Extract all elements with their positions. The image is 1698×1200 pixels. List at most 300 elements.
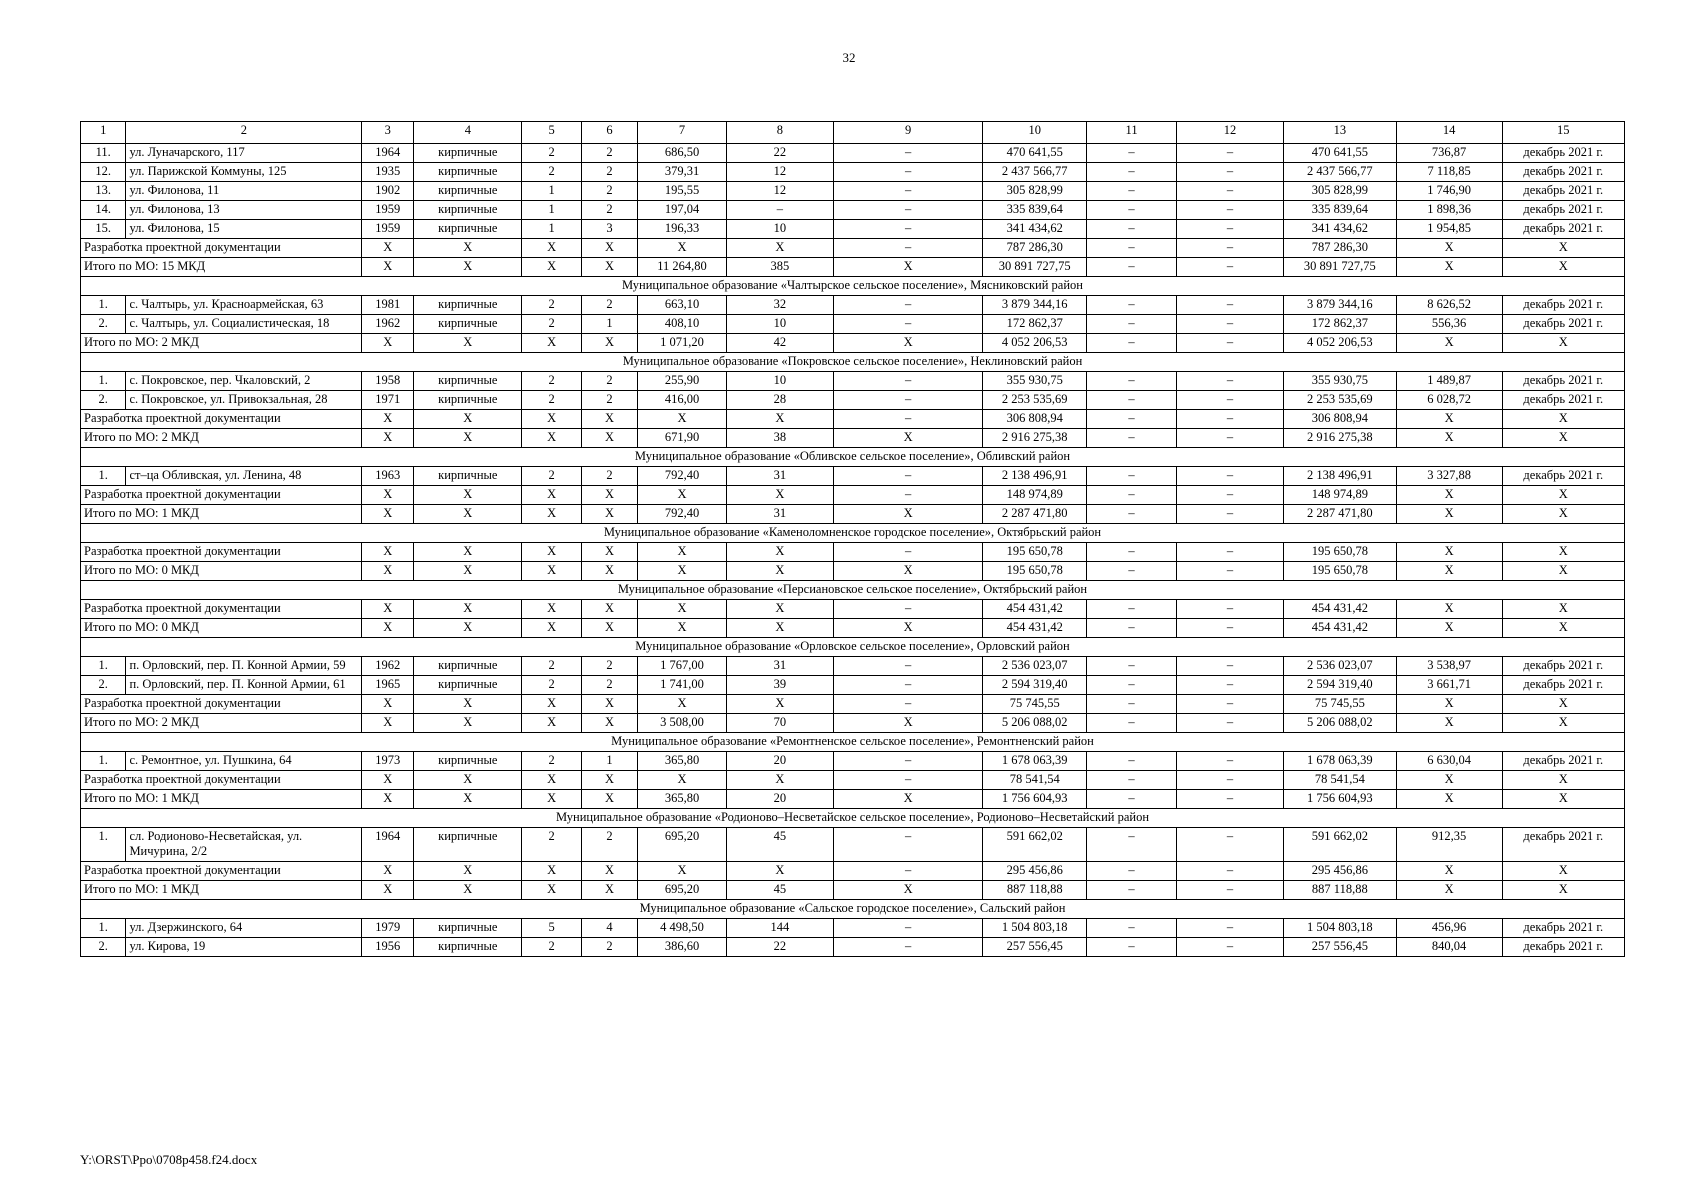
table-cell: 255,90 [638,372,727,391]
table-cell: X [1502,429,1624,448]
row-number-cell: 11. [81,144,126,163]
table-row [81,657,1625,676]
section-heading: Муниципальное образование «Персиановское сельское поселение», Октябрьский район [81,581,1625,600]
table-cell: – [1087,258,1177,277]
table-cell: 305 828,99 [1284,182,1397,201]
table-cell: 4 052 206,53 [1284,334,1397,353]
table-cell: 470 641,55 [1284,144,1397,163]
table-cell: 591 662,02 [983,828,1087,862]
table-cell: 10 [726,220,833,239]
table-cell: X [726,486,833,505]
table-cell: 365,80 [638,752,727,771]
table-cell: X [522,486,582,505]
section-heading-row [81,733,1625,752]
table-cell: – [833,315,982,334]
table-cell: 2 594 319,40 [983,676,1087,695]
table-cell: – [1087,410,1177,429]
section-heading-row [81,581,1625,600]
table-cell: – [1176,600,1283,619]
table-cell: 3 327,88 [1396,467,1502,486]
table-cell: 11 264,80 [638,258,727,277]
table-cell: – [1176,163,1283,182]
table-cell: 2 916 275,38 [983,429,1087,448]
table-cell: X [1502,771,1624,790]
table-cell: декабрь 2021 г. [1502,676,1624,695]
table-cell: X [581,239,637,258]
table-cell: 1 756 604,93 [983,790,1087,809]
table-cell: X [833,619,982,638]
table-cell: кирпичные [414,372,522,391]
table-cell: 887 118,88 [1284,881,1397,900]
table-cell: декабрь 2021 г. [1502,163,1624,182]
table-cell: X [638,410,727,429]
summary-row [81,334,1625,353]
footer-file-path: Y:\ORST\Ppo\0708p458.f24.docx [80,1152,258,1167]
table-cell: X [726,543,833,562]
row-number-cell: 14. [81,201,126,220]
table-cell: X [833,714,982,733]
table-cell: X [522,600,582,619]
section-heading-row [81,638,1625,657]
table-cell: X [1396,600,1502,619]
table-cell: 295 456,86 [983,862,1087,881]
table-cell: X [414,600,522,619]
table-cell: – [1087,600,1177,619]
table-cell: X [414,714,522,733]
table-cell: X [362,562,414,581]
address-cell: ул. Дзержинского, 64 [126,919,362,938]
table-cell: – [726,201,833,220]
address-cell: ул. Филонова, 13 [126,201,362,220]
summary-row [81,862,1625,881]
section-heading-row [81,524,1625,543]
table-cell: X [414,239,522,258]
table-cell: X [638,862,727,881]
table-cell: декабрь 2021 г. [1502,182,1624,201]
table-cell: X [522,695,582,714]
table-cell: – [1087,505,1177,524]
address-cell: п. Орловский, пер. П. Конной Армии, 61 [126,676,362,695]
table-cell: 736,87 [1396,144,1502,163]
table-cell: кирпичные [414,391,522,410]
table-cell: 456,96 [1396,919,1502,938]
table-cell: 195 650,78 [1284,562,1397,581]
table-cell: X [726,771,833,790]
table-cell: 1 898,36 [1396,201,1502,220]
table-cell: X [581,714,637,733]
table-cell: 257 556,45 [1284,938,1397,957]
table-cell: 341 434,62 [983,220,1087,239]
table-cell: – [1176,315,1283,334]
table-cell: 792,40 [638,505,727,524]
address-cell: ул. Кирова, 19 [126,938,362,957]
table-cell: – [1087,144,1177,163]
table-cell: 195 650,78 [983,543,1087,562]
table-row [81,938,1625,957]
table-cell: X [1396,790,1502,809]
section-heading: Муниципальное образование «Чалтырское сельское поселение», Мясниковский район [81,277,1625,296]
table-cell: X [414,862,522,881]
address-cell: п. Орловский, пер. П. Конной Армии, 59 [126,657,362,676]
summary-label: Итого по МО: 2 МКД [81,429,362,448]
table-cell: 1959 [362,220,414,239]
address-cell: с. Ремонтное, ул. Пушкина, 64 [126,752,362,771]
table-cell: – [833,296,982,315]
table-cell: 454 431,42 [983,619,1087,638]
column-number-cell: 8 [726,122,833,144]
table-cell: X [1502,334,1624,353]
table-cell: – [1087,543,1177,562]
table-cell: 6 028,72 [1396,391,1502,410]
table-cell: 1 [522,220,582,239]
table-cell: кирпичные [414,201,522,220]
table-cell: 671,90 [638,429,727,448]
table-cell: X [1396,334,1502,353]
table-cell: X [638,486,727,505]
table-cell: 2 [522,163,582,182]
table-cell: – [833,676,982,695]
address-cell: ул. Филонова, 15 [126,220,362,239]
table-cell: 787 286,30 [1284,239,1397,258]
table-cell: X [1396,543,1502,562]
table-cell: X [1396,619,1502,638]
table-cell: X [362,881,414,900]
table-cell: X [1396,862,1502,881]
table-cell: X [1396,486,1502,505]
table-cell: 416,00 [638,391,727,410]
table-cell: – [1087,862,1177,881]
table-cell: X [581,258,637,277]
section-heading-row [81,809,1625,828]
table-row [81,391,1625,410]
table-cell: декабрь 2021 г. [1502,938,1624,957]
table-cell: 2 [581,372,637,391]
table-cell: X [414,486,522,505]
section-heading: Муниципальное образование «Орловское сельское поселение», Орловский район [81,638,1625,657]
table-cell: – [1087,220,1177,239]
table-row [81,182,1625,201]
column-number-cell: 4 [414,122,522,144]
table-cell: – [1176,258,1283,277]
table-cell: 663,10 [638,296,727,315]
table-cell: X [833,790,982,809]
table-cell: 1 746,90 [1396,182,1502,201]
row-number-cell: 12. [81,163,126,182]
table-row [81,372,1625,391]
table-cell: кирпичные [414,752,522,771]
section-heading: Муниципальное образование «Покровское сельское поселение», Неклиновский район [81,353,1625,372]
table-cell: 787 286,30 [983,239,1087,258]
table-cell: 30 891 727,75 [1284,258,1397,277]
summary-label: Итого по МО: 2 МКД [81,334,362,353]
table-cell: 341 434,62 [1284,220,1397,239]
table-cell: 1 [522,201,582,220]
table-cell: X [522,881,582,900]
table-cell: X [581,881,637,900]
table-cell: – [833,543,982,562]
table-cell: 1964 [362,828,414,862]
table-cell: 1 [581,315,637,334]
table-cell: 5 206 088,02 [983,714,1087,733]
table-row [81,163,1625,182]
table-cell: 2 [522,467,582,486]
table-cell: 305 828,99 [983,182,1087,201]
table-cell: – [1087,771,1177,790]
table-cell: кирпичные [414,163,522,182]
table-cell: X [833,562,982,581]
table-cell: 3 [581,220,637,239]
table-cell: X [362,239,414,258]
summary-label: Разработка проектной документации [81,239,362,258]
table-cell: – [1176,467,1283,486]
summary-label: Итого по МО: 0 МКД [81,619,362,638]
table-cell: – [833,391,982,410]
summary-row [81,505,1625,524]
table-cell: 695,20 [638,828,727,862]
table-row [81,220,1625,239]
table-row [81,828,1625,862]
housing-repair-table [80,121,1625,957]
summary-label: Разработка проектной документации [81,695,362,714]
section-heading: Муниципальное образование «Обливское сельское поселение», Обливский район [81,448,1625,467]
table-cell: 454 431,42 [1284,619,1397,638]
table-cell: 556,36 [1396,315,1502,334]
table-cell: X [522,258,582,277]
table-cell: X [581,619,637,638]
table-cell: – [1087,828,1177,862]
table-cell: X [522,790,582,809]
table-cell: 5 206 088,02 [1284,714,1397,733]
table-cell: 31 [726,505,833,524]
table-cell: X [522,505,582,524]
table-cell: X [726,695,833,714]
table-cell: 2 [581,182,637,201]
table-cell: 1 756 604,93 [1284,790,1397,809]
table-cell: X [1502,410,1624,429]
table-cell: X [1502,714,1624,733]
table-cell: X [362,258,414,277]
address-cell: с. Покровское, ул. Привокзальная, 28 [126,391,362,410]
table-cell: кирпичные [414,315,522,334]
table-row [81,467,1625,486]
table-row [81,296,1625,315]
table-cell: – [1176,391,1283,410]
table-cell: – [1176,239,1283,258]
column-number-cell: 5 [522,122,582,144]
table-cell: – [1087,752,1177,771]
summary-label: Итого по МО: 1 МКД [81,881,362,900]
table-cell: 45 [726,881,833,900]
table-cell: – [1087,790,1177,809]
table-cell: X [833,258,982,277]
table-cell: 1 504 803,18 [1284,919,1397,938]
table-cell: 1973 [362,752,414,771]
table-cell: декабрь 2021 г. [1502,467,1624,486]
table-cell: 3 508,00 [638,714,727,733]
address-cell: с. Покровское, пер. Чкаловский, 2 [126,372,362,391]
address-cell: ул. Луначарского, 117 [126,144,362,163]
table-cell: – [1087,467,1177,486]
summary-row [81,543,1625,562]
address-cell: ст–ца Обливская, ул. Ленина, 48 [126,467,362,486]
table-cell: – [1176,410,1283,429]
table-cell: X [362,429,414,448]
section-heading-row [81,900,1625,919]
table-cell: X [581,771,637,790]
table-cell: – [1087,182,1177,201]
table-row [81,201,1625,220]
table-cell: 1 678 063,39 [983,752,1087,771]
table-cell: – [1087,881,1177,900]
table-cell: 148 974,89 [1284,486,1397,505]
table-cell: X [362,334,414,353]
table-cell: 2 253 535,69 [983,391,1087,410]
table-cell: X [581,695,637,714]
table-cell: X [522,714,582,733]
table-cell: 78 541,54 [983,771,1087,790]
table-cell: X [638,771,727,790]
table-cell: X [414,562,522,581]
table-cell: 792,40 [638,467,727,486]
table-cell: – [1087,429,1177,448]
table-cell: 1 767,00 [638,657,727,676]
table-cell: кирпичные [414,828,522,862]
table-cell: – [1087,334,1177,353]
table-cell: 355 930,75 [983,372,1087,391]
table-cell: – [1087,919,1177,938]
row-number-cell: 1. [81,657,126,676]
table-cell: X [1396,771,1502,790]
table-cell: 10 [726,372,833,391]
table-cell: X [1396,258,1502,277]
table-cell: X [581,543,637,562]
summary-label: Разработка проектной документации [81,771,362,790]
table-cell: 379,31 [638,163,727,182]
table-cell: – [1176,752,1283,771]
table-cell: – [1176,657,1283,676]
table-cell: 2 287 471,80 [983,505,1087,524]
table-cell: X [362,505,414,524]
table-cell: 1 954,85 [1396,220,1502,239]
table-cell: X [581,562,637,581]
table-cell: 195 650,78 [1284,543,1397,562]
table-cell: X [726,410,833,429]
table-cell: 1981 [362,296,414,315]
address-cell: ул. Парижской Коммуны, 125 [126,163,362,182]
table-cell: – [833,410,982,429]
table-cell: X [414,695,522,714]
table-cell: – [1176,828,1283,862]
table-cell: 365,80 [638,790,727,809]
summary-row [81,239,1625,258]
table-cell: – [1087,391,1177,410]
table-cell: кирпичные [414,467,522,486]
column-number-row [81,122,1625,144]
table-cell: 7 118,85 [1396,163,1502,182]
column-number-cell: 15 [1502,122,1624,144]
table-cell: кирпичные [414,220,522,239]
summary-label: Итого по МО: 0 МКД [81,562,362,581]
table-cell: 1971 [362,391,414,410]
table-cell: – [1087,372,1177,391]
table-cell: 1962 [362,315,414,334]
table-cell: – [1176,881,1283,900]
address-cell: с. Чалтырь, ул. Социалистическая, 18 [126,315,362,334]
table-cell: 10 [726,315,833,334]
table-cell: X [638,543,727,562]
table-cell: X [1502,239,1624,258]
row-number-cell: 1. [81,752,126,771]
table-cell: 2 [522,144,582,163]
table-cell: 31 [726,657,833,676]
table-cell: 2 [581,391,637,410]
table-cell: 196,33 [638,220,727,239]
table-cell: 70 [726,714,833,733]
table-cell: декабрь 2021 г. [1502,752,1624,771]
table-cell: – [1176,486,1283,505]
table-cell: X [414,790,522,809]
table-cell: 195,55 [638,182,727,201]
summary-row [81,714,1625,733]
table-cell: – [1176,372,1283,391]
row-number-cell: 13. [81,182,126,201]
table-cell: 172 862,37 [1284,315,1397,334]
table-cell: кирпичные [414,182,522,201]
table-cell: X [1502,862,1624,881]
table-cell: X [1396,695,1502,714]
table-cell: 470 641,55 [983,144,1087,163]
table-cell: 12 [726,182,833,201]
table-cell: – [1176,505,1283,524]
table-cell: – [833,163,982,182]
table-cell: кирпичные [414,657,522,676]
table-cell: X [1502,881,1624,900]
table-cell: – [1176,201,1283,220]
table-cell: декабрь 2021 г. [1502,391,1624,410]
table-cell: – [1087,201,1177,220]
table-cell: – [833,220,982,239]
table-cell: 2 [522,372,582,391]
table-cell: 295 456,86 [1284,862,1397,881]
table-cell: 1963 [362,467,414,486]
table-cell: X [414,429,522,448]
summary-row [81,695,1625,714]
summary-label: Итого по МО: 15 МКД [81,258,362,277]
table-cell: 306 808,94 [983,410,1087,429]
table-cell: 912,35 [1396,828,1502,862]
table-cell: 22 [726,938,833,957]
table-cell: 172 862,37 [983,315,1087,334]
table-cell: X [414,410,522,429]
table-cell: X [1502,505,1624,524]
table-cell: – [1087,938,1177,957]
table-cell: X [362,600,414,619]
table-cell: 38 [726,429,833,448]
table-cell: X [414,505,522,524]
table-cell: декабрь 2021 г. [1502,315,1624,334]
table-cell: – [1087,296,1177,315]
table-cell: 75 745,55 [1284,695,1397,714]
table-cell: 2 287 471,80 [1284,505,1397,524]
table-cell: X [1502,258,1624,277]
table-cell: 42 [726,334,833,353]
table-cell: X [362,486,414,505]
table-row [81,752,1625,771]
table-cell: 1958 [362,372,414,391]
table-cell: 2 536 023,07 [1284,657,1397,676]
summary-row [81,881,1625,900]
table-cell: 20 [726,752,833,771]
